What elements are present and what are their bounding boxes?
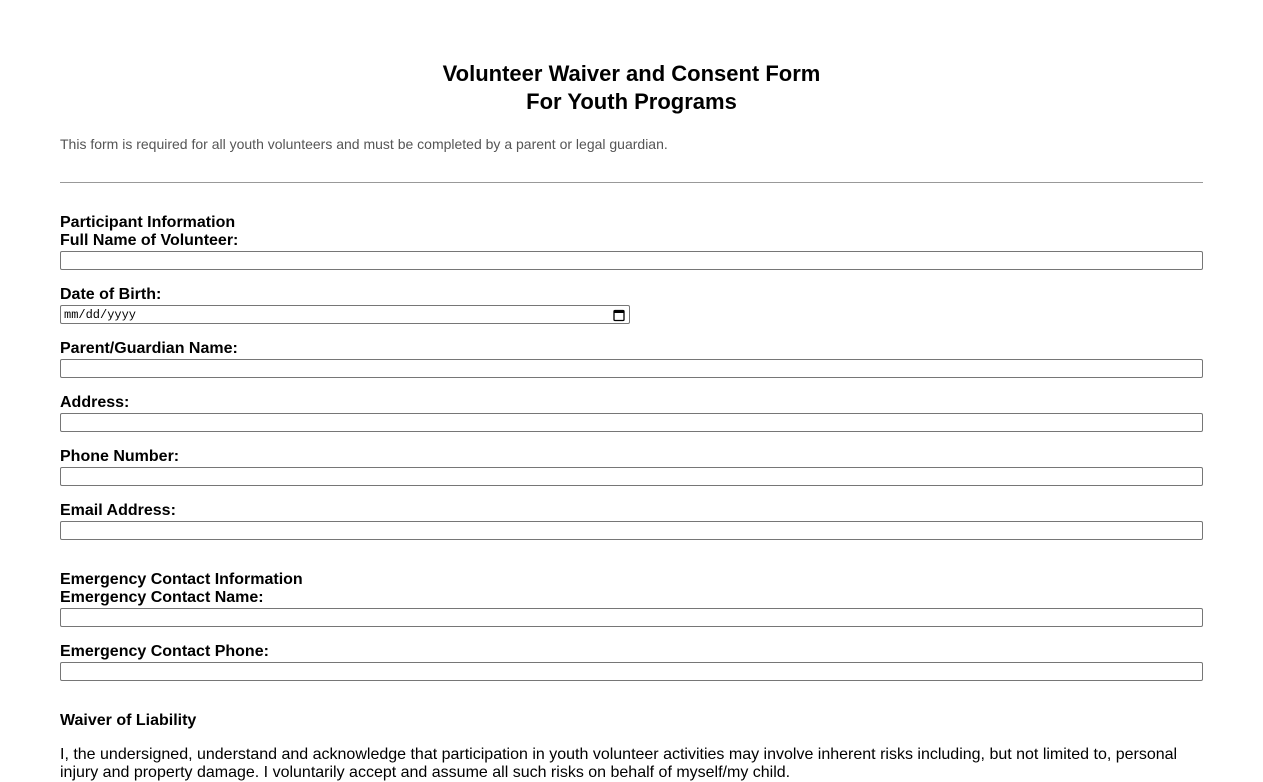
title-line-1: Volunteer Waiver and Consent Form [442,61,821,86]
guardian-name-input[interactable] [60,359,1203,378]
email-input[interactable] [60,521,1203,540]
emergency-phone-label: Emergency Contact Phone: [60,643,269,660]
emergency-section-title: Emergency Contact Information [60,571,303,588]
page-title [0,60,1263,116]
email-label: Email Address: [60,502,176,519]
dob-label: Date of Birth: [60,286,162,303]
divider [60,182,1203,183]
emergency-name-input[interactable] [60,608,1203,627]
phone-input[interactable] [60,467,1203,486]
emergency-name-label: Emergency Contact Name: [60,589,264,606]
calendar-icon[interactable] [612,308,626,322]
phone-label: Phone Number: [60,448,180,465]
address-input[interactable] [60,413,1203,432]
emergency-phone-input[interactable] [60,662,1203,681]
dob-placeholder: mm/dd/yyyy [64,307,137,322]
dob-input[interactable] [60,305,630,324]
guardian-label: Parent/Guardian Name: [60,340,238,357]
full-name-label: Full Name of Volunteer: [60,232,239,249]
full-name-input[interactable] [60,251,1203,270]
intro-text: This form is required for all youth volunteers and must be completed by a parent or legal guardian. [60,136,668,152]
title-line-2: For Youth Programs [526,89,737,114]
participant-section-title: Participant Information [60,214,236,231]
waiver-text: I, the undersigned, understand and acknowledge that participation in youth volunteer activities may involve inherent risks including, but not limited to, personal injury and property damage. I voluntarily accept and assume all such risks on behalf of myself/my child. [60,746,1178,781]
waiver-section-title: Waiver of Liability [60,712,197,729]
address-label: Address: [60,394,130,411]
